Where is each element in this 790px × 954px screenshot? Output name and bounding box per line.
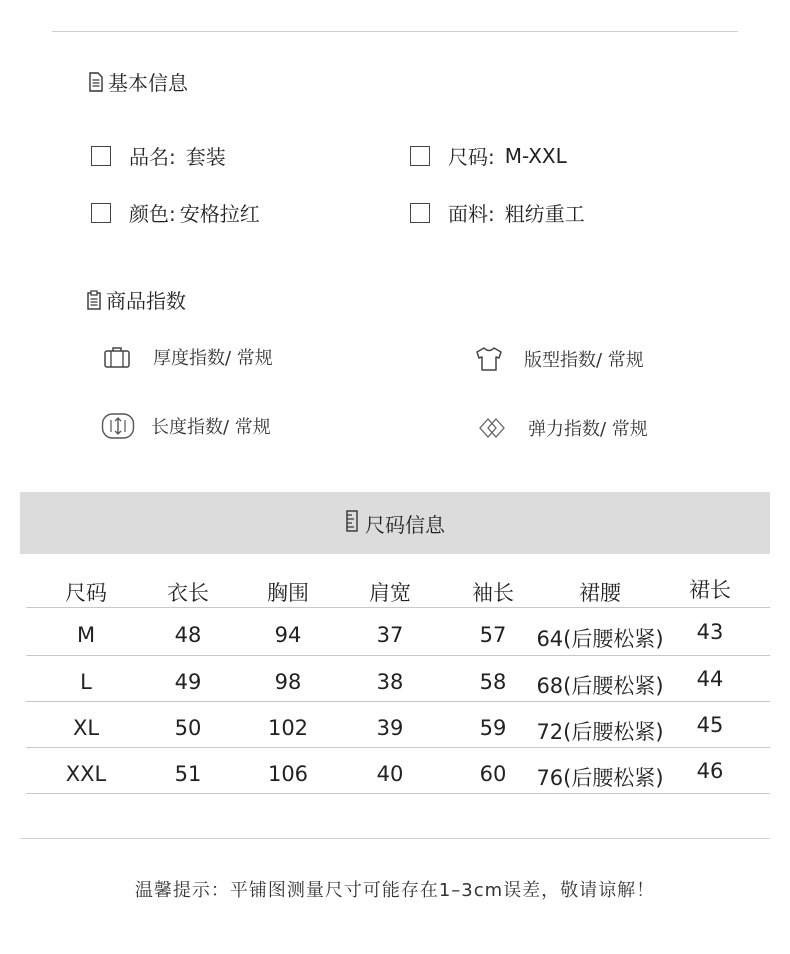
table-row-divider xyxy=(26,607,770,608)
table-header-cell: 裙腰 xyxy=(579,581,621,605)
info-value: 套装 xyxy=(185,145,226,169)
table-cell: 46 xyxy=(696,759,724,783)
diamond-icon xyxy=(478,414,512,442)
table-cell: 76(后腰松紧) xyxy=(536,766,664,790)
info-item-size xyxy=(410,141,567,170)
checkbox[interactable] xyxy=(410,203,430,223)
ruler-icon xyxy=(345,510,359,537)
index-text: 版型指数/ 常规 xyxy=(524,350,644,371)
index-item-elasticity xyxy=(478,414,648,442)
table-header-cell: 胸围 xyxy=(267,581,309,605)
table-header-cell: 尺码 xyxy=(65,581,107,605)
table-header-cell: 肩宽 xyxy=(369,581,411,605)
table-cell: 37 xyxy=(376,623,404,647)
table-cell: 58 xyxy=(479,670,507,694)
index-text: 长度指数/ 常规 xyxy=(151,417,271,438)
table-row-divider xyxy=(26,747,770,748)
table-cell: 59 xyxy=(479,716,507,740)
bag-icon xyxy=(103,343,137,371)
table-cell: 49 xyxy=(174,670,202,694)
table-cell: 98 xyxy=(274,670,302,694)
table-cell: 57 xyxy=(479,623,507,647)
table-cell: 94 xyxy=(274,623,302,647)
table-header-cell: 袖长 xyxy=(472,581,514,605)
checkbox[interactable] xyxy=(410,146,430,166)
info-item-color xyxy=(91,198,260,227)
table-row-divider xyxy=(26,655,770,656)
table-cell: 60 xyxy=(479,762,507,786)
tip-text: 温馨提示：平铺图测量尺寸可能存在1–3cm误差，敬请谅解！ xyxy=(134,880,656,901)
index-item-length xyxy=(101,412,271,440)
info-value: 粗纺重工 xyxy=(504,202,585,226)
table-row-divider xyxy=(26,701,770,702)
table-cell: 50 xyxy=(174,716,202,740)
table-header-cell: 衣长 xyxy=(167,581,209,605)
basic-info-title xyxy=(88,67,188,96)
info-label: 品名: xyxy=(129,145,176,169)
table-cell: M xyxy=(76,623,96,647)
product-index-title-text: 商品指数 xyxy=(106,289,186,313)
top-divider xyxy=(52,31,738,32)
table-row-divider xyxy=(26,793,770,794)
info-label: 颜色: xyxy=(129,202,176,226)
table-cell: 64(后腰松紧) xyxy=(536,627,664,651)
index-text: 厚度指数/ 常规 xyxy=(153,348,273,369)
info-label: 尺码: xyxy=(448,145,495,169)
table-cell: 38 xyxy=(376,670,404,694)
table-cell: 48 xyxy=(174,623,202,647)
info-item-fabric xyxy=(410,198,585,227)
info-value: M-XXL xyxy=(504,143,567,168)
table-cell: 44 xyxy=(696,667,724,691)
table-cell: 72(后腰松紧) xyxy=(536,720,664,744)
product-index-title xyxy=(86,285,186,314)
index-item-thickness xyxy=(103,343,273,371)
size-info-title: 尺码信息 xyxy=(365,512,445,537)
table-cell: XL xyxy=(72,716,100,740)
table-cell: 68(后腰松紧) xyxy=(536,674,664,698)
info-value: 安格拉红 xyxy=(179,202,260,226)
info-item-name xyxy=(91,141,226,170)
table-cell: 51 xyxy=(174,762,202,786)
info-label: 面料: xyxy=(448,202,495,226)
table-cell: 43 xyxy=(696,620,724,644)
document-icon xyxy=(88,72,104,92)
tshirt-icon xyxy=(474,345,508,373)
index-text: 弹力指数/ 常规 xyxy=(528,419,648,440)
table-cell: 102 xyxy=(267,716,309,740)
checkbox[interactable] xyxy=(91,146,111,166)
table-cell: 45 xyxy=(696,713,724,737)
table-cell: L xyxy=(80,670,92,694)
clipboard-icon xyxy=(86,290,102,310)
bottom-divider xyxy=(20,838,770,839)
table-cell: 106 xyxy=(267,762,309,786)
table-cell: 39 xyxy=(376,716,404,740)
checkbox[interactable] xyxy=(91,203,111,223)
table-cell: 40 xyxy=(376,762,404,786)
basic-info-title-text: 基本信息 xyxy=(108,71,188,95)
table-cell: XXL xyxy=(65,762,107,786)
size-info-header xyxy=(20,492,770,554)
length-icon xyxy=(101,412,135,440)
index-item-fit xyxy=(474,345,644,373)
table-header-cell: 裙长 xyxy=(689,578,731,602)
